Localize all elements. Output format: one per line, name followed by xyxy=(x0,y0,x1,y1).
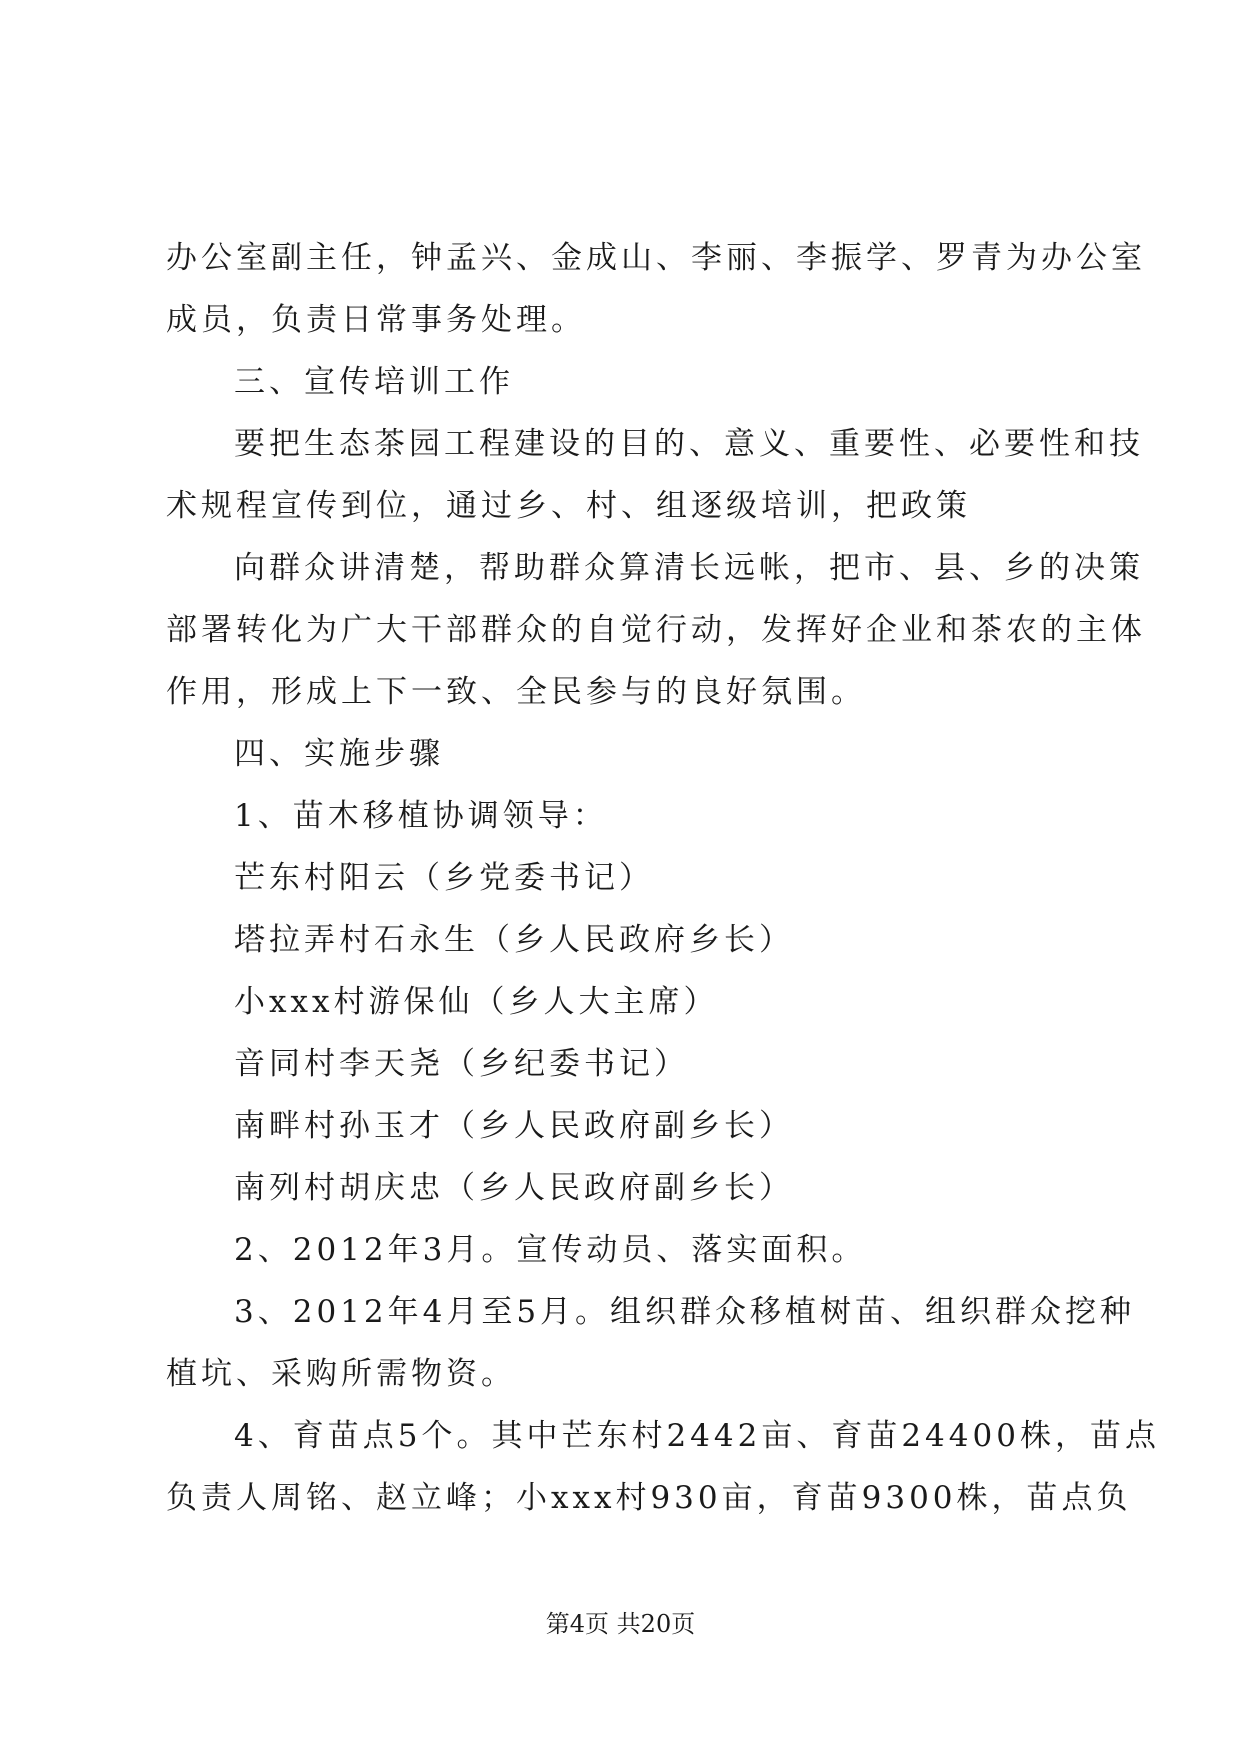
section-heading: 三、宣传培训工作 xyxy=(234,364,514,400)
text-line: 1、苗木移植协调领导： xyxy=(234,798,608,834)
list-item: 小xxx村游保仙（乡人大主席） xyxy=(234,984,719,1020)
list-item: 芒东村阳云（乡党委书记） xyxy=(234,860,654,896)
text-line: 负责人周铭、赵立峰；小xxx村930亩，育苗9300株，苗点负 xyxy=(166,1480,1132,1516)
list-item: 音同村李天尧（乡纪委书记） xyxy=(234,1046,689,1082)
body-text xyxy=(166,227,1160,1529)
text-line: 办公室副主任，钟孟兴、金成山、李丽、李振学、罗青为办公室 xyxy=(166,240,1146,276)
text-line: 作用，形成上下一致、全民参与的良好氛围。 xyxy=(166,674,866,710)
text-line: 4、育苗点5个。其中芒东村2442亩、育苗24400株，苗点 xyxy=(234,1418,1160,1454)
text-line: 2、2012年3月。宣传动员、落实面积。 xyxy=(234,1232,867,1268)
text-line: 3、2012年4月至5月。组织群众移植树苗、组织群众挖种 xyxy=(234,1294,1136,1330)
text-line: 要把生态茶园工程建设的目的、意义、重要性、必要性和技 xyxy=(234,426,1144,462)
page-number-footer: 第4页 共20页 xyxy=(545,1610,696,1638)
list-item: 南畔村孙玉才（乡人民政府副乡长） xyxy=(234,1108,794,1144)
text-line: 部署转化为广大干部群众的自觉行动，发挥好企业和茶农的主体 xyxy=(166,612,1146,648)
list-item: 南列村胡庆忠（乡人民政府副乡长） xyxy=(234,1170,794,1206)
text-line: 向群众讲清楚，帮助群众算清长远帐，把市、县、乡的决策 xyxy=(234,550,1144,586)
text-line: 植坑、采购所需物资。 xyxy=(166,1356,516,1392)
section-heading: 四、实施步骤 xyxy=(234,736,444,772)
text-line: 成员，负责日常事务处理。 xyxy=(166,302,586,338)
list-item: 塔拉弄村石永生（乡人民政府乡长） xyxy=(234,922,794,958)
text-line: 术规程宣传到位，通过乡、村、组逐级培训，把政策 xyxy=(166,488,971,524)
